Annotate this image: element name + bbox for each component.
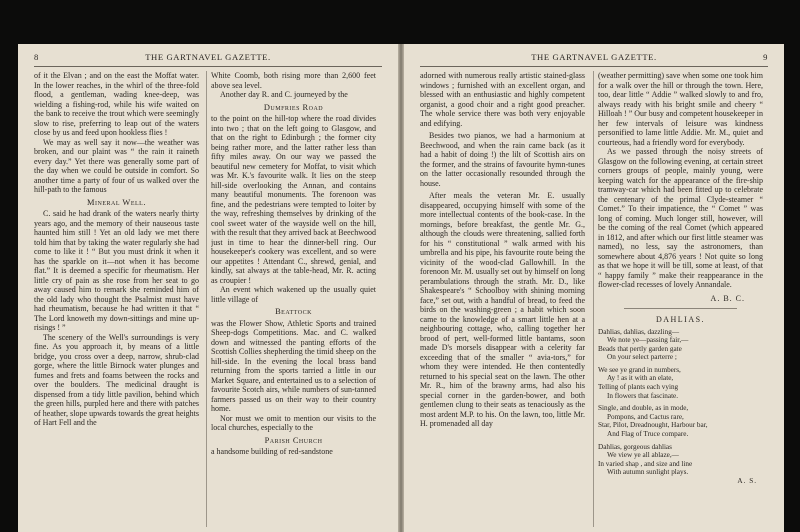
right-running-title: THE GARTNAVEL GAZETTE. [531,52,657,62]
poem-line: We note ye—passing fair,— [607,336,689,345]
poem-line: We view ye all ablaze,— [607,451,679,460]
poem-line: With autumn sunlight plays. [607,468,689,477]
left-column-1 [34,71,199,529]
paragraph: Another day R. and C. journeyed by the [220,90,348,99]
right-running-head [420,52,768,66]
left-header-rule [34,66,382,67]
poem-line: Pompons, and Cactus rare, [607,412,684,421]
poem-title: DAHLIAS. [655,315,706,324]
section-heading-beattock: Beattock [275,307,312,316]
paragraph: to the point on the hill-top where the road divides into two ; that on the left going to Glasgow, and that on the right to Edinburgh ; the former city being rather more, and the latter rather less than fifty miles away. On our way we passed the beautiful new cemetery for Moffat, to visit which was Mr. K.'s favourite walk. It lies on the steep hill-side overlooking the Annan, and contains many beautiful monuments. The forenoon was fine, and the pedestrians were tempted to loiter by the way, refreshing themselves by drinking of the cool sweet water of the wayside well on the hill, with the result that they arrived back at Beechwood just in time to hear the dinner-bell ring. Our housekeeper's cookery was excellent, and so were our appetites ! Attendant C., shrewd, genial, and kindly, sat always at the table-head, Mr. R. acting as croupier ! [211,114,376,285]
poem-line: In varied shap , and size and line [598,459,693,468]
right-column-2 [598,71,763,529]
poem-line: And Flag of Truce compare. [607,430,689,439]
paragraph: White Coomb, both rising more than 2,600 feet above sea level. [211,71,376,90]
section-heading-parish-church: Parish Church [264,435,323,445]
paragraph: We may as well say it now—the weather was broken, and our plaint was “ the rain it raineth every day.” Yet there was generally some part of the day when we could be outside in comfort. So another time a party of four of us walked over the hill-path to the famous [34,137,199,194]
right-column-rule [593,71,594,527]
paragraph: of it the Elvan ; and on the east the Moffat water. In the lower reaches, in the whirl of the three-fold flood, a gentleman, wading knee-deep, was wielding a fishing-rod, while his wife waited on the bank to receive the trout which were seemingly slow to rise, preferring to leap out of the waters close by us and feed upon hookless flies ! [34,71,199,137]
poem-line: Dahlias, dahlias, dazzling— [598,327,680,336]
left-running-title: THE GARTNAVEL GAZETTE. [145,52,271,62]
left-page-number: 8 [34,52,39,62]
poem-line: In flowers that fascinate. [607,391,679,400]
poem-line: We see ye grand in numbers, [598,365,681,374]
left-column-2 [211,71,376,529]
poem-divider [624,308,737,309]
paragraph: Besides two pianos, we had a harmonium at Beechwood, and when the rain came back (as it had a habit of doing !) the lilt of Scottish airs on the former, and the strains of favourite hymn-tunes on the latter occasionally resounded through the house. [420,131,585,188]
left-page [18,44,398,532]
article-signature: A. B. C. [710,293,745,303]
right-page [404,44,784,532]
poem-line: Dahlias, gorgeous dahlias [598,442,672,451]
poem-dahlias [598,315,763,487]
poem-line: Beads that pertly garden gate [598,344,682,353]
poem-line: Star, Pilot, Dreadnought, Harbour bar, [598,421,708,430]
paragraph: adorned with numerous really artistic stained-glass windows ; furnished with an excellent organ, and blessed with an enthusiastic and highly competent organist, a good choir and a right good preacher. The whole service there was both very enjoyable and edifying. [420,71,585,128]
paragraph: As we passed through the noisy streets of Glasgow on the following evening, at certain street corners groups of people, mainly young, were keeping watch for the appearance of the fire-ship tramway-car which had been fitted up to celebrate the centenary of the primal Clyde-steamer “ Comet.” To their impatience, the “ Comet ” was long of coming. Much longer still, however, will be the coming of the real Comet (which appeared in 1812, and after which our first little steamer was named), no less, say the astronomers, than somewhere about 4,876 years ! Not quite so long as that we hope it will be till, some at least, of that “ happy family ” make their reappearance in the flower-clad recesses of lovely Annandale. [598,147,763,289]
paragraph: An event which wakened up the usually quiet little village of [211,285,376,304]
paragraph: (weather permitting) save when some one took him for a walk over the hill or through the town. Here, too, dear little “ Addie ” walked slowly to and fro, always ready with his bright smile and cheery “ Hilloah ! ” Our busy and competent housekeeper in her few intervals of leisure was kindness personified to lame little Addie. Mr. M., quiet and courteous, had a friendly word for everybody. [598,71,763,147]
paragraph: The scenery of the Well's surroundings is very fine. As you approach it, by means of a little bridge, you cross over a deep, narrow, shrub-clad gorge, where the little Birnock water plunges and fumes and frets and foams between the rocks and over the boulders. The medicinal draught is dispensed from a tidy little pavilion, behind which the green hills, purpled here and there with patches of heather, slope upwards towards the great heights of Hart Fell and the [34,332,199,427]
poem-line: On your select parterre ; [607,353,677,362]
paragraph: C. said he had drank of the waters nearly thirty years ago, and the memory of their nauseous taste haunted him still ! Yet an old lady we met there told him that by taking the water regularly she had come to like it ! “ But you must drink it when it has the sparkle on it—not when it has become flat.” It is deemed a specific for rheumatism. Her little cry of pain as she rose from her seat to go away caused him to remark she reminded him of the old lady who thought the Psalmist must have had rheumatism, because he had written it that “ The Lord knoweth my down-sittings and mine up-risings ! ” [34,209,199,332]
left-running-head [34,52,382,66]
poem-line: Ay ! as it with an elate, [607,374,674,383]
right-column-1 [420,71,585,529]
right-header-rule [420,66,768,67]
poem-line: Single, and double, as in mode, [598,404,689,413]
section-heading-dumfries-road: Dumfries Road [263,102,324,112]
paragraph: After meals the veteran Mr. E. usually disappeared, occupying himself with some of the more intellectual contents of the book-case. In the mornings, before breakfast, the gentle Mr. G., although the clouds were threatening, sallied forth for his “ constitutional ” walk armed with his umbrella and his pipe, his favourite route being the vicinity of the wood-clad Gallowhill. In the forenoon Mr. M. usually set out by himself on long perambulations through the strath. Mr. D., like Shakespeare's “ Schoolboy with shining morning face,” set out, with a handful of bread, to feed the birds on the washing-green ; a habit which soon came to the knowledge of a smart little hen at a neighbouring cottage, who, calling together her brood of pert, well-formed little bantams, soon made D's morsels disappear with a celerity far exceeding that of the smaller “ avia-tors,” for whom they were intended. He then contentedly returned to his special seat on the lawn. The other Mr. R., him of the brawny arms, had also his special corner in the garden-bower, and both gentlemen clung to their seats as tenaciously as the most ardent M.P. to his. On the lawn, too, little Mr. H. promenaded all day [420,191,585,428]
poem-signature: A. S. [737,477,757,485]
poem-line: Telling of plants each vying [598,383,679,392]
left-column-rule [206,71,207,527]
section-heading-mineral-well: Mineral Well. [87,197,146,207]
right-page-number: 9 [763,52,768,62]
paragraph: Nor must we omit to mention our visits to the local churches, especially to the [211,413,376,432]
paragraph: was the Flower Show, Athletic Sports and trained Sheep-dogs Competitions. Mac. and C. walked down and witnessed the panting efforts of the Scottish Collies shepherding the timid sheep on the hill-side. In the evening the local brass band returning from the sports tarried a little in our Market Square, and entertained us to a selection of favourite Scotch airs, while numbers of sun-tanned farmers passed us on their way to their country home. [211,318,376,413]
paragraph: a handsome building of red-sandstone [211,447,333,456]
